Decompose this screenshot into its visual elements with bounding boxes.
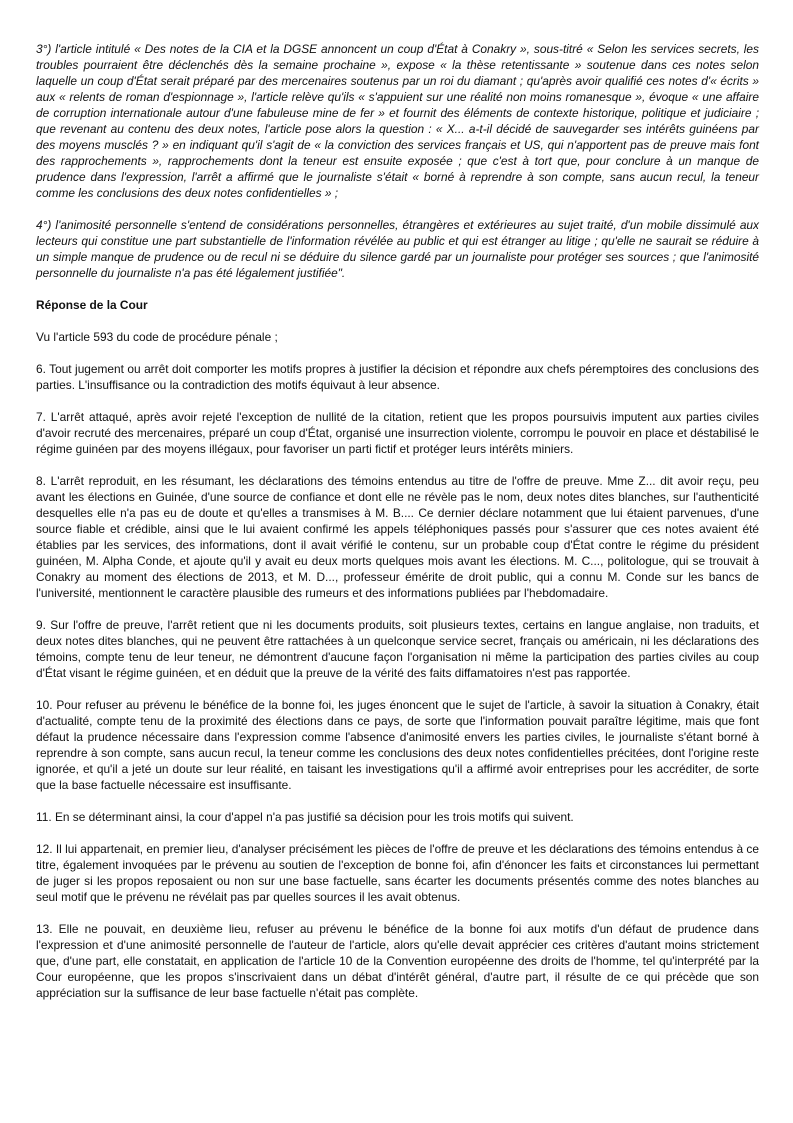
paragraph-6: 6. Tout jugement ou arrêt doit comporter les motifs propres à justifier la décision et répondre aux chefs péremptoires des conclusions des parties. L'insuffisance ou la contradiction des motifs équivaut à leur absence. [36,362,759,392]
paragraph-7: 7. L'arrêt attaqué, après avoir rejeté l'exception de nullité de la citation, retient que les propos poursuivis imputent aux parties civiles d'avoir recruté des mercenaires, préparé un coup d'État, organisé une insurrection violente, corrompu le pouvoir en place et déstabilisé le régime guinéen par des moyens illégaux, pour favoriser un parti fictif et protéger leurs intérêts miniers. [36,410,759,456]
paragraph-argument-4: 4°) l'animosité personnelle s'entend de considérations personnelles, étrangères et extérieures au sujet traité, d'un mobile dissimulé aux lecteurs qui constitue une part substantielle de l'information révélée au public et qui est étranger au litige ; qu'elle ne saurait se réduire à un simple manque de prudence ou de recul ni se déduire du silence gardé par un journaliste pour protéger ses sources ; que l'animosité personnelle du journaliste n'a pas été légalement justifiée". [36,218,759,280]
paragraph-argument-3: 3°) l'article intitulé « Des notes de la CIA et la DGSE annoncent un coup d'État à Conakry », sous-titré « Selon les services secrets, les troubles pourraient être déclenchés dès la semaine prochaine », expose « la thèse retentissante » soutenue dans ces notes selon laquelle un coup d'État serait préparé par des mercenaires soutenus par un roi du diamant ; qu'après avoir qualifié ces notes d'« écrits » aux « relents de roman d'espionnage », l'article relève qu'ils « s'appuient sur une réalité non moins romanesque », évoque « une affaire de corruption internationale autour d'une fabuleuse mine de fer » et fournit des éléments de contexte historique, politique et judiciaire ; que revenant au contenu des deux notes, l'article pose alors la question : « X... a-t-il décidé de sauvegarder ses intérêts guinéens par des moyens musclés ? » en indiquant qu'il s'agit de « la conviction des services français et US, qui n'apportent pas de preuve mais font des rapprochements », rapprochements dont la teneur est ensuite exposée ; que c'est à tort que, pour conclure à un manque de prudence dans l'expression, l'arrêt a affirmé que le journaliste s'était « borné à reprendre à son compte, sans aucun recul, la teneur comme les conclusions des deux notes confidentielles » ; [36,42,759,200]
paragraph-9: 9. Sur l'offre de preuve, l'arrêt retient que ni les documents produits, soit plusieurs textes, certains en langue anglaise, non traduits, et deux notes dites blanches, qui ne peuvent être rattachées à un quelconque service secret, français ou américain, ni les déclarations des témoins, compte tenu de leur teneur, ne démontrent d'aucune façon l'organisation ni même la participation des parties civiles au coup d'État visant le régime guinéen, et en déduit que la preuve de la vérité des faits diffamatoires n'est pas rapportée. [36,618,759,680]
paragraph-13: 13. Elle ne pouvait, en deuxième lieu, refuser au prévenu le bénéfice de la bonne foi aux motifs d'un défaut de prudence dans l'expression et d'une animosité personnelle de l'auteur de l'article, alors qu'elle devait apprécier ces critères d'autant moins strictement que, d'une part, elle constatait, en application de l'article 10 de la Convention européenne des droits de l'homme, tel qu'interprété par la Cour européenne, que les propos s'inscrivaient dans un débat d'intérêt général, d'autre part, il résulte de ce qui précède que son appréciation sur la suffisance de leur base factuelle n'était pas complète. [36,922,759,1000]
document-page [36,41,759,1017]
paragraph-vu: Vu l'article 593 du code de procédure pénale ; [36,330,278,344]
paragraph-8: 8. L'arrêt reproduit, en les résumant, les déclarations des témoins entendus au titre de l'offre de preuve. Mme Z... dit avoir reçu, peu avant les élections en Guinée, d'une source de confiance et dont elle ne révèle pas le nom, deux notes dites blanches, sur l'authenticité desquelles elle n'a pas eu de doute et qu'elles a transmises à M. B.... Ce dernier déclare notamment que lui étaient parvenues, d'une source fiable et crédible, ainsi que le lui avaient confirmé les appels téléphoniques passés pour s'assurer que ces notes avaient été établies par les services, des informations, dont il avait vérifié le contenu, sur un probable coup d'État contre le régime du président guinéen, M. Alpha Conde, et ajoute qu'il y avait eu deux morts quelques mois avant les élections. M. C..., politologue, qui se trouvait à Conakry au moment des élections de 2013, et M. D..., professeur émérite de droit public, qui a connu M. Conde sur les bancs de l'université, mentionnent le caractère plausible des rumeurs et des informations publiées par l'hebdomadaire. [36,474,759,600]
section-heading: Réponse de la Cour [36,298,148,312]
paragraph-10: 10. Pour refuser au prévenu le bénéfice de la bonne foi, les juges énoncent que le sujet de l'article, à savoir la situation à Conakry, était d'actualité, compte tenu de la proximité des élections dans ce pays, de sorte que l'information pouvait paraître légitime, mais que font défaut la prudence nécessaire dans l'expression comme l'absence d'animosité envers les parties civiles, le journaliste s'étant borné à reprendre à son compte, sans aucun recul, la teneur comme les conclusions des deux notes confidentielles précitées, dont l'origine reste ignorée, et qu'il a jeté un doute sur leur réalité, en taisant les investigations qu'il a affirmé avoir entreprises pour les accréditer, de sorte que la base factuelle nécessaire est insuffisante. [36,698,759,792]
paragraph-12: 12. Il lui appartenait, en premier lieu, d'analyser précisément les pièces de l'offre de preuve et les déclarations des témoins entendus à ce titre, également invoquées par le prévenu au soutien de l'exception de bonne foi, afin d'énoncer les faits et circonstances lui permettant de juger si les propos reposaient ou non sur une base factuelle, sans écarter les documents présentés comme des notes blanches au seul motif que le prévenu ne révélait pas par quelles sources il les avait obtenus. [36,842,759,904]
paragraph-11: 11. En se déterminant ainsi, la cour d'appel n'a pas justifié sa décision pour les trois motifs qui suivent. [36,810,574,824]
